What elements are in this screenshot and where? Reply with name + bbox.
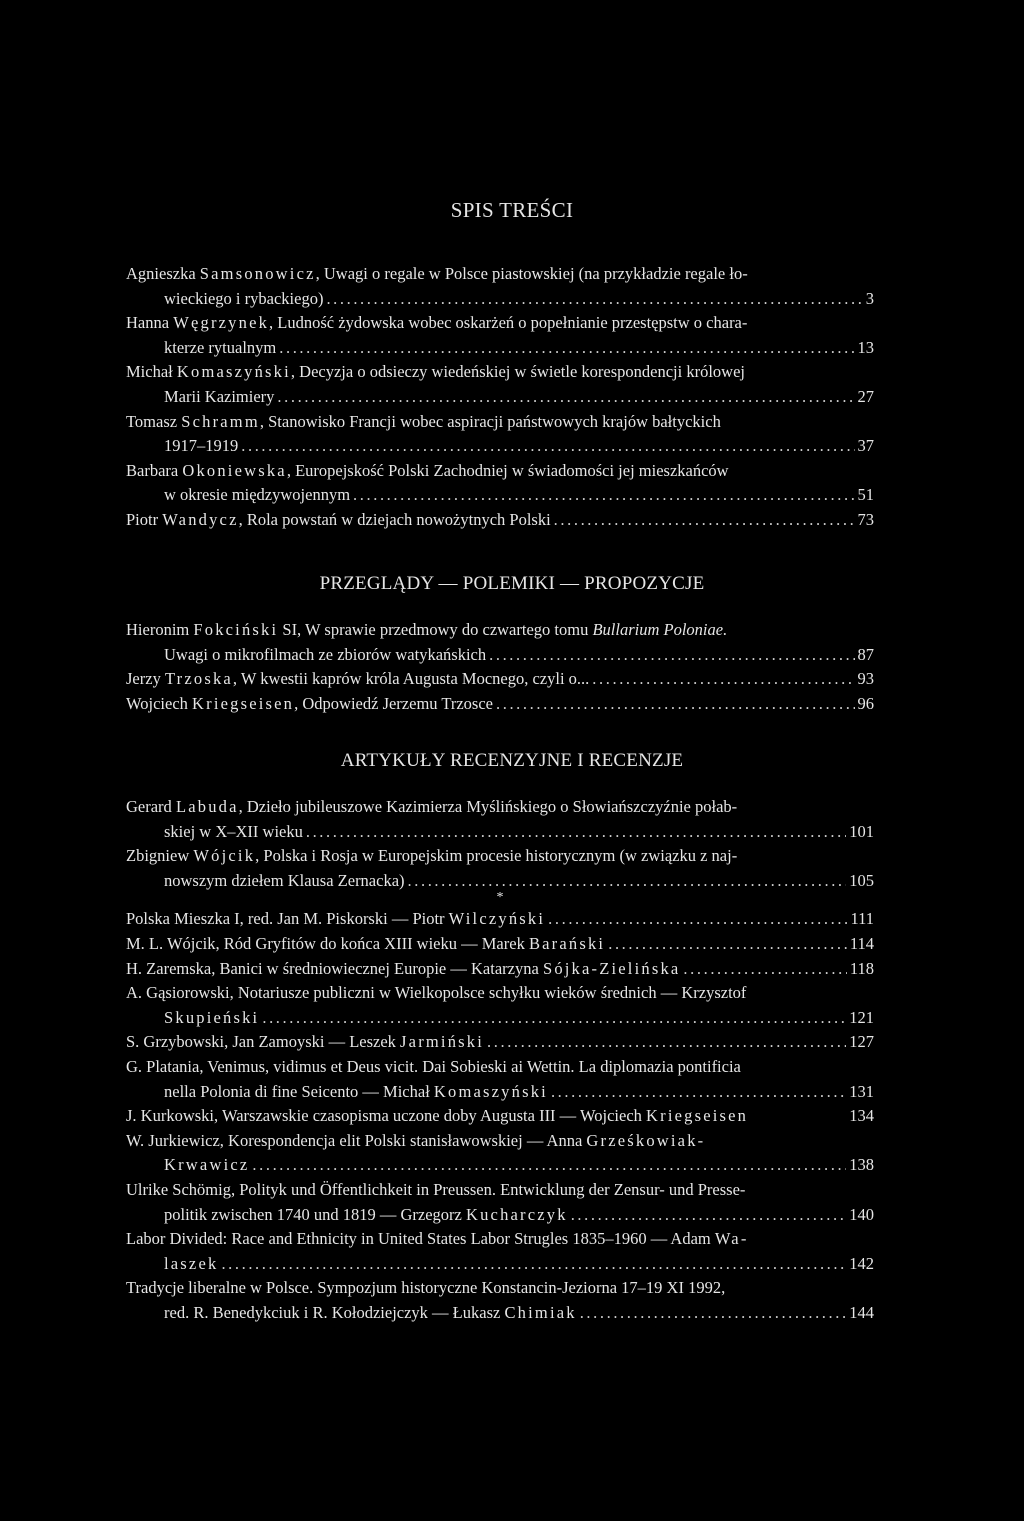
page-number: 96: [857, 693, 874, 713]
section-separator-star: *: [496, 890, 504, 906]
toc-section-review-articles: [126, 795, 874, 1325]
page-number: 93: [857, 669, 874, 689]
page-number: 13: [857, 337, 874, 357]
page-number: 127: [849, 1032, 874, 1052]
toc-entry: Polska Mieszka I, red. Jan M. Piskorski — Piotr Wilczyński ..... 111: [126, 907, 874, 932]
toc-entry: H. Zaremska, Banici w średniowiecznej Europie — Katarzyna Sójka-Zielińska ..... 118: [126, 957, 874, 982]
page-number: 131: [849, 1081, 874, 1101]
toc-entry: Michał Komaszyński, Decyzja o odsieczy wiedeńskiej w świetle korespondencji królowej Marii Kazimiery ..... 27: [126, 360, 874, 409]
page-number: 27: [857, 386, 874, 406]
toc-section-polemics: [126, 618, 874, 716]
page-number: 111: [850, 909, 874, 929]
toc-entry: Zbigniew Wójcik, Polska i Rosja w Europejskim procesie historycznym (w związku z naj- nowszym dziełem Klausa Zernacka) ..... 105: [126, 844, 874, 893]
toc-entry: Tradycje liberalne w Polsce. Sympozjum historyczne Konstancin-Jeziorna 17–19 XI 1992, red. R. Benedykciuk i R. Kołodziejczyk — Łukasz Chimiak ..... 144: [126, 1276, 874, 1325]
section-heading-review-articles: ARTYKUŁY RECENZYJNE I RECENZJE: [340, 750, 684, 771]
page-number: 114: [849, 933, 874, 953]
page-title: SPIS TREŚCI: [450, 198, 574, 222]
toc-entry: W. Jurkiewicz, Korespondencja elit Polski stanisławowskiej — Anna Grześkowiak- Krwawicz ..... 138: [126, 1129, 874, 1178]
page-number: 87: [857, 644, 874, 664]
toc-entry: Barbara Okoniewska, Europejskość Polski Zachodniej w świadomości jej mieszkańców w okresie międzywojennym ..... 51: [126, 459, 874, 508]
page-number: 3: [865, 288, 874, 308]
toc-entry: J. Kurkowski, Warszawskie czasopisma uczone doby Augusta III — Wojciech Kriegseisen 134: [126, 1104, 874, 1129]
toc-entry: S. Grzybowski, Jan Zamoyski — Leszek Jarmiński ..... 127: [126, 1030, 874, 1055]
toc-entry: Piotr Wandycz, Rola powstań w dziejach nowożytnych Polski ..... 73: [126, 508, 874, 533]
toc-entry: Jerzy Trzoska, W kwestii kaprów króla Augusta Mocnego, czyli o... ..... 93: [126, 667, 874, 692]
toc-entry: A. Gąsiorowski, Notariusze publiczni w Wielkopolsce schyłku wieków średnich — Krzysztof Skupieński ..... 121: [126, 981, 874, 1030]
toc-entry: Labor Divided: Race and Ethnicity in United States Labor Strugles 1835–1960 — Adam Wa- laszek ..... 142: [126, 1227, 874, 1276]
toc-entry: Agnieszka Samsonowicz, Uwagi o regale w Polsce piastowskiej (na przykładzie regale ło- wieckiego i rybackiego) ..... 3: [126, 262, 874, 311]
page-number: 142: [849, 1253, 874, 1273]
page-number: 118: [849, 958, 874, 978]
toc-entry: Wojciech Kriegseisen, Odpowiedź Jerzemu Trzosce ..... 96: [126, 692, 874, 717]
page-number: 121: [849, 1007, 874, 1027]
page-number: 140: [849, 1204, 874, 1224]
toc-entry: Ulrike Schömig, Polityk und Öffentlichkeit in Preussen. Entwicklung der Zensur- und Presse- politik zwischen 1740 und 1819 — Grzegorz Kucharczyk ..... 140: [126, 1178, 874, 1227]
page-number: 37: [857, 436, 874, 456]
toc-entry: Hieronim Fokciński SI, W sprawie przedmowy do czwartego tomu Bullarium Poloniae. Uwagi o mikrofilmach ze zbiorów watykańskich ..... 87: [126, 618, 874, 667]
toc-entry: Hanna Węgrzynek, Ludność żydowska wobec oskarżeń o popełnianie przestępstw o chara- kterze rytualnym ..... 13: [126, 311, 874, 360]
page-number: 134: [849, 1106, 874, 1126]
page-number: 101: [849, 821, 874, 841]
page-number: 138: [849, 1155, 874, 1175]
section-heading-reviews: PRZEGLĄDY — POLEMIKI — PROPOZYCJE: [319, 573, 705, 594]
toc-entry: Tomasz Schramm, Stanowisko Francji wobec aspiracji państwowych krajów bałtyckich 1917–1919 ..... 37: [126, 410, 874, 459]
toc-entry: Gerard Labuda, Dzieło jubileuszowe Kazimierza Myślińskiego o Słowiańszczyźnie połab- skiej w X–XII wieku ..... 101: [126, 795, 874, 844]
page-number: 73: [857, 509, 874, 529]
page-number: 144: [849, 1302, 874, 1322]
page-number: 105: [849, 870, 874, 890]
page-number: 51: [857, 485, 874, 505]
toc-section-articles: [126, 262, 874, 533]
toc-entry: G. Platania, Venimus, vidimus et Deus vicit. Dai Sobieski ai Wettin. La diplomazia pontificia nella Polonia di fine Seicento — Michał Komaszyński ..... 131: [126, 1055, 874, 1104]
toc-entry: M. L. Wójcik, Ród Gryfitów do końca XIII wieku — Marek Barański ..... 114: [126, 932, 874, 957]
